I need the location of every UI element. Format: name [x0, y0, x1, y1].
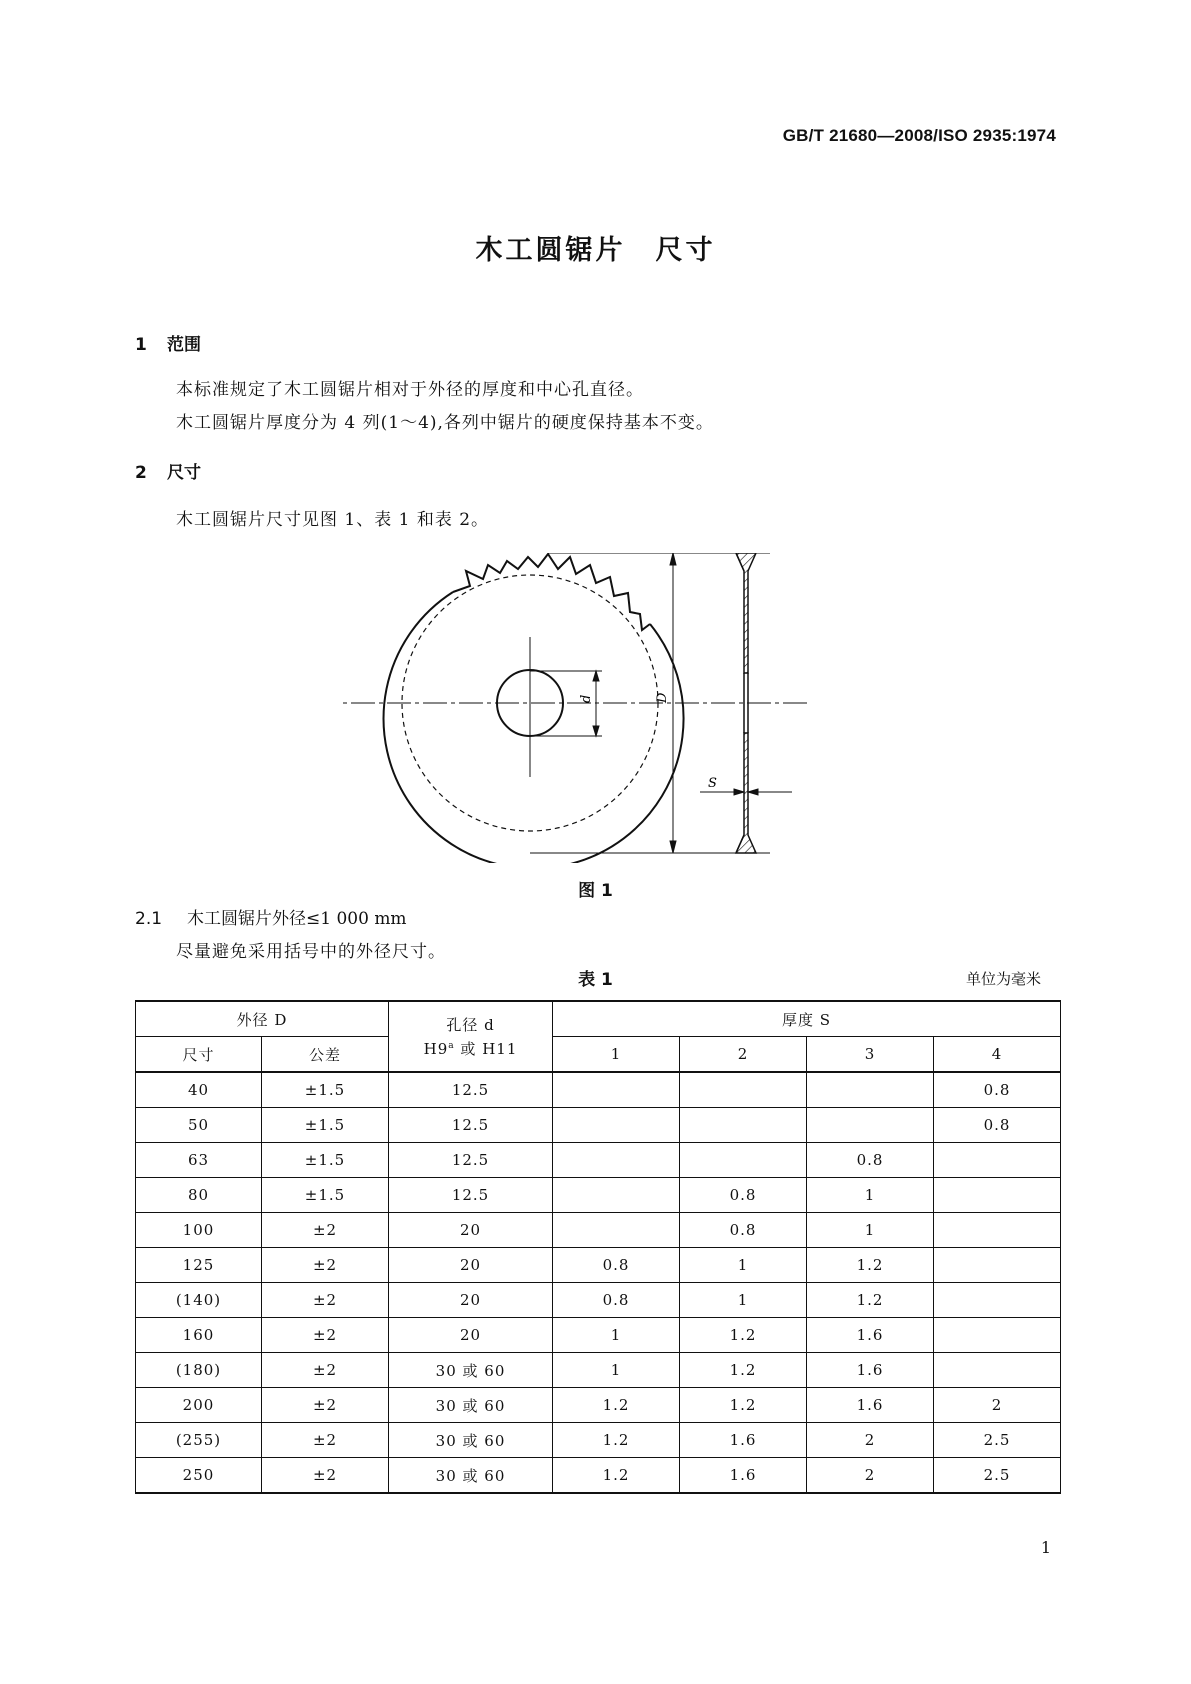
header-hole-diameter — [389, 1001, 553, 1072]
table-cell: 20 — [389, 1248, 553, 1283]
table-cell — [934, 1248, 1061, 1283]
table-cell: 1.6 — [680, 1458, 807, 1494]
table-row — [136, 1423, 1061, 1458]
table-cell — [680, 1143, 807, 1178]
table-cell: 80 — [136, 1178, 262, 1213]
table-row — [136, 1213, 1061, 1248]
table-cell: 40 — [136, 1072, 262, 1108]
table-cell — [934, 1178, 1061, 1213]
table-cell: 1 — [680, 1283, 807, 1318]
table-cell: 1.2 — [807, 1283, 934, 1318]
page-number: 1 — [1040, 1538, 1051, 1557]
table-cell: 2.5 — [934, 1458, 1061, 1494]
table-cell: 125 — [136, 1248, 262, 1283]
table-cell: 12.5 — [389, 1072, 553, 1108]
table-cell: 1 — [807, 1213, 934, 1248]
table-cell: 1.6 — [807, 1353, 934, 1388]
table-cell: ±1.5 — [262, 1108, 389, 1143]
table-cell: (140) — [136, 1283, 262, 1318]
table-row — [136, 1248, 1061, 1283]
table-cell: 2 — [807, 1423, 934, 1458]
table-row — [136, 1072, 1061, 1108]
document-title: 木工圆锯片 尺寸 — [475, 235, 716, 266]
table-cell: ±2 — [262, 1388, 389, 1423]
table-cell: 0.8 — [680, 1178, 807, 1213]
table-cell: 1.2 — [553, 1423, 680, 1458]
table-unit-note: 单位为毫米 — [965, 970, 1041, 988]
table-cell — [680, 1108, 807, 1143]
table-cell — [553, 1143, 680, 1178]
table-cell: 0.8 — [553, 1283, 680, 1318]
table-cell: 0.8 — [553, 1248, 680, 1283]
table-cell: ±2 — [262, 1423, 389, 1458]
table-cell: ±2 — [262, 1248, 389, 1283]
table-cell: 250 — [136, 1458, 262, 1494]
table-cell: (180) — [136, 1353, 262, 1388]
table-cell: 20 — [389, 1213, 553, 1248]
table-cell: 1.2 — [553, 1458, 680, 1494]
table-cell: 0.8 — [934, 1108, 1061, 1143]
table-cell: 50 — [136, 1108, 262, 1143]
table-cell: ±1.5 — [262, 1143, 389, 1178]
table-cell: 0.8 — [680, 1213, 807, 1248]
header-thickness: 厚度 S — [553, 1001, 1061, 1037]
table-cell: 0.8 — [807, 1143, 934, 1178]
table-cell: ±2 — [262, 1213, 389, 1248]
table-cell: 2.5 — [934, 1423, 1061, 1458]
table-cell: ±2 — [262, 1458, 389, 1494]
header-hole-line1: 孔径 d — [446, 1015, 495, 1034]
header-thickness-col-2: 2 — [680, 1037, 807, 1073]
table-cell: 0.8 — [934, 1072, 1061, 1108]
section-1-paragraph-1: 本标准规定了木工圆锯片相对于外径的厚度和中心孔直径。 — [176, 380, 644, 400]
section-2-paragraph: 木工圆锯片尺寸见图 1、表 1 和表 2。 — [176, 510, 490, 530]
table-row — [136, 1388, 1061, 1423]
table-cell — [553, 1178, 680, 1213]
table-cell: (255) — [136, 1423, 262, 1458]
table-cell: 20 — [389, 1318, 553, 1353]
table-body — [136, 1072, 1061, 1493]
table-cell: 12.5 — [389, 1108, 553, 1143]
table-cell — [680, 1072, 807, 1108]
header-outer-diameter: 外径 D — [136, 1001, 389, 1037]
section-2-heading — [135, 458, 201, 483]
table-cell: ±1.5 — [262, 1072, 389, 1108]
table-cell: 1.2 — [680, 1318, 807, 1353]
table-cell: 1 — [553, 1318, 680, 1353]
table-cell: 160 — [136, 1318, 262, 1353]
subsection-number: 2.1 — [135, 909, 163, 929]
hole-diameter-label: d — [579, 694, 594, 703]
table-cell: ±2 — [262, 1283, 389, 1318]
table-cell — [934, 1143, 1061, 1178]
table-cell: 30 或 60 — [389, 1458, 553, 1494]
table-cell: 1.2 — [807, 1248, 934, 1283]
saw-blade-figure — [340, 553, 880, 863]
table-cell: 20 — [389, 1283, 553, 1318]
outer-diameter-label: D — [655, 692, 670, 703]
section-1-heading — [135, 330, 201, 355]
table-cell: 100 — [136, 1213, 262, 1248]
subsection-title: 木工圆锯片外径≤1 000 mm — [187, 909, 407, 929]
table-cell: 2 — [934, 1388, 1061, 1423]
table-cell: 1.6 — [680, 1423, 807, 1458]
table-cell: 12.5 — [389, 1143, 553, 1178]
table-cell: 30 或 60 — [389, 1353, 553, 1388]
table-cell: 1.2 — [553, 1388, 680, 1423]
table-row — [136, 1283, 1061, 1318]
table-cell — [934, 1283, 1061, 1318]
section-1-title: 范围 — [167, 335, 201, 355]
table-cell: 1.2 — [680, 1353, 807, 1388]
table-cell: 12.5 — [389, 1178, 553, 1213]
table-cell: ±1.5 — [262, 1178, 389, 1213]
table-cell: 1.2 — [680, 1388, 807, 1423]
header-thickness-col-3: 3 — [807, 1037, 934, 1073]
table-row — [136, 1108, 1061, 1143]
table-cell: 1 — [553, 1353, 680, 1388]
header-thickness-col-4: 4 — [934, 1037, 1061, 1073]
table-cell — [934, 1318, 1061, 1353]
table-cell: 200 — [136, 1388, 262, 1423]
section-2-title: 尺寸 — [167, 463, 201, 483]
table-cell — [807, 1072, 934, 1108]
table-row — [136, 1458, 1061, 1494]
table-cell — [934, 1213, 1061, 1248]
section-1-paragraph-2: 木工圆锯片厚度分为 4 列(1～4),各列中锯片的硬度保持基本不变。 — [176, 413, 714, 433]
table-row — [136, 1318, 1061, 1353]
dimension-table — [135, 1000, 1061, 1494]
table-cell: 2 — [807, 1458, 934, 1494]
table-cell — [553, 1213, 680, 1248]
table-row — [136, 1178, 1061, 1213]
figure-caption: 图 1 — [578, 881, 613, 901]
table-cell: 63 — [136, 1143, 262, 1178]
table-cell: 1 — [680, 1248, 807, 1283]
header-tolerance: 公差 — [262, 1037, 389, 1073]
table-cell — [553, 1108, 680, 1143]
table-caption: 表 1 — [578, 970, 613, 990]
saw-blade-outline — [384, 554, 684, 863]
subsection-paragraph: 尽量避免采用括号中的外径尺寸。 — [176, 942, 446, 962]
table-cell: 30 或 60 — [389, 1423, 553, 1458]
header-hole-line2: H9$^a$ 或 H11 — [423, 1039, 518, 1058]
table-cell — [934, 1353, 1061, 1388]
table-cell: ±2 — [262, 1353, 389, 1388]
table-cell: 1.6 — [807, 1318, 934, 1353]
thickness-label: S — [708, 776, 717, 791]
section-2-number: 2 — [135, 463, 147, 483]
table-cell — [807, 1108, 934, 1143]
table-cell: 1 — [807, 1178, 934, 1213]
table-row — [136, 1353, 1061, 1388]
standard-code: GB/T 21680—2008/ISO 2935:1974 — [782, 126, 1056, 145]
subsection-heading — [135, 904, 407, 929]
table-cell: 1.6 — [807, 1388, 934, 1423]
header-thickness-col-1: 1 — [553, 1037, 680, 1073]
table-cell — [553, 1072, 680, 1108]
table-cell: 30 或 60 — [389, 1388, 553, 1423]
table-row — [136, 1143, 1061, 1178]
header-size: 尺寸 — [136, 1037, 262, 1073]
table-cell: ±2 — [262, 1318, 389, 1353]
section-1-number: 1 — [135, 335, 147, 355]
